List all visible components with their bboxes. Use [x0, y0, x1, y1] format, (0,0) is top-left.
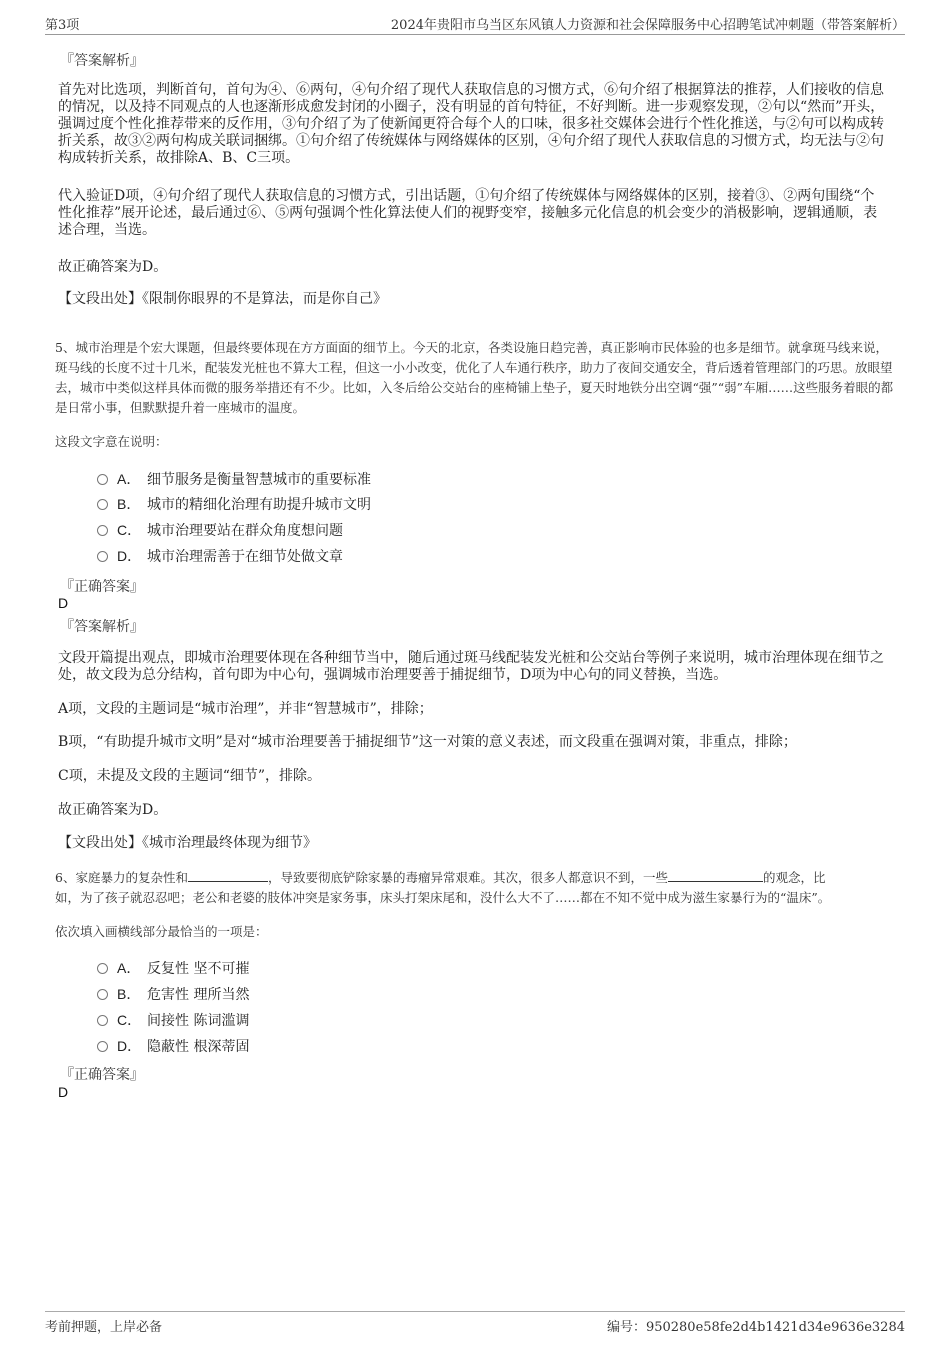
q6-answer: D	[58, 1084, 69, 1100]
q5-option-d[interactable]: D． 城市治理需善于在细节处做文章	[97, 546, 343, 568]
q6-stem: 6、家庭暴力的复杂性和 ，导致要彻底铲除家暴的毒瘤异常艰难。其次，很多人都意识不到，一些 的观念，比 如，为了孩子就忍忍吧；老公和老婆的肢体冲突是家务事，床头打架床尾和，没什么大不了……都在不知不觉中成为滋生家暴行为的“温床”。	[55, 870, 831, 905]
radio-icon[interactable]	[97, 525, 108, 536]
document-title: 2024年贵阳市乌当区东风镇人力资源和社会保障服务中心招聘笔试冲刺题（带答案解析）	[390, 18, 905, 33]
q4-analysis-label: 『答案解析』	[60, 53, 144, 69]
page-header	[45, 14, 905, 35]
fill-blank-2	[668, 869, 763, 882]
q5-source: 【文段出处】《城市治理最终体现为细节》	[58, 835, 317, 851]
radio-icon[interactable]	[97, 1041, 108, 1052]
radio-icon[interactable]	[97, 989, 108, 1000]
q6-option-a[interactable]: A． 反复性 坚不可摧	[97, 958, 249, 980]
radio-icon[interactable]	[97, 474, 108, 485]
q4-analysis-para-1: 首先对比选项，判断首句，首句为④、⑥两句，④句介绍了现代人获取信息的习惯方式，⑥句介绍了根据算法的推荐，人们接收的信息的情况，以及持不同观点的人也逐渐形成愈发封闭的小圈子，没有明显的首句特征，不好判断。进一步观察发现，②句以“然而”开头，强调过度个性化推荐带来的反作用，③句介绍了为了使新闻更符合每个人的口味，很多社交媒体会进行个性化推送，与②句可以构成转折关系，故③②两句构成关联词捆绑。①句介绍了传统媒体与网络媒体的区别，④句介绍了现代人获取信息的习惯方式，均无法与②句构成转折关系，故排除A、B、C三项。	[58, 82, 885, 166]
q6-prompt: 依次填入画横线部分最恰当的一项是：	[55, 924, 268, 939]
q6-option-d[interactable]: D． 隐蔽性 根深蒂固	[97, 1036, 249, 1058]
q4-source: 【文段出处】《限制你眼界的不是算法，而是你自己》	[58, 291, 387, 307]
q4-analysis-para-2: 代入验证D项，④句介绍了现代人获取信息的习惯方式，引出话题，①句介绍了传统媒体与网络媒体的区别，接着③、②两句围绕“个性化推荐”展开论述，最后通过⑥、⑤两句强调个性化算法使人们的视野变窄，接触多元化信息的机会变少的消极影响，逻辑通顺，表述合理，当选。	[58, 188, 878, 238]
page-footer	[45, 1311, 905, 1338]
q5-analysis-option-c: C项，未提及文段的主题词“细节”，排除。	[58, 768, 322, 784]
fill-blank-1	[188, 869, 268, 882]
q5-option-a[interactable]: A． 细节服务是衡量智慧城市的重要标准	[97, 469, 371, 491]
footer-id: 编号：950280e58fe2d4b1421d34e9636e3284	[606, 1320, 905, 1335]
q6-option-b[interactable]: B． 危害性 理所当然	[97, 984, 249, 1006]
footer-slogan: 考前押题，上岸必备	[45, 1320, 163, 1335]
radio-icon[interactable]	[97, 499, 108, 510]
q5-option-b[interactable]: B． 城市的精细化治理有助提升城市文明	[97, 494, 371, 516]
q5-analysis-option-b: B项，“有助提升城市文明”是对“城市治理要善于捕捉细节”这一对策的意义表述，而文段重在强调对策，非重点，排除；	[58, 734, 797, 750]
radio-icon[interactable]	[97, 963, 108, 974]
q5-analysis-label: 『答案解析』	[60, 619, 144, 635]
q5-analysis-option-a: A项，文段的主题词是“城市治理”，并非“智慧城市”，排除；	[58, 701, 433, 717]
q6-answer-label: 『正确答案』	[60, 1067, 144, 1083]
radio-icon[interactable]	[97, 551, 108, 562]
q5-answer-label: 『正确答案』	[60, 579, 144, 595]
q6-option-c[interactable]: C． 间接性 陈词滥调	[97, 1010, 249, 1032]
q5-conclusion: 故正确答案为D。	[58, 802, 168, 818]
q5-stem: 5、城市治理是个宏大课题，但最终要体现在方方面面的细节上。今天的北京，各类设施日趋完善，真正影响市民体验的也多是细节。就拿斑马线来说，斑马线的长度不过十几米，配装发光桩也不算大工程，但这一小小改变，优化了人车通行秩序，助力了夜间交通安全，背后透着管理部门的巧思。放眼望去，城市中类似这样具体而微的服务举措还有不少。比如，入冬后给公交站台的座椅铺上垫子，夏天时地铁分出空调“强”“弱”车厢……这些服务着眼的都是日常小事，但默默提升着一座城市的温度。	[55, 340, 894, 415]
radio-icon[interactable]	[97, 1015, 108, 1026]
q5-answer: D	[58, 595, 69, 611]
q5-prompt: 这段文字意在说明：	[55, 434, 168, 449]
q4-conclusion: 故正确答案为D。	[58, 259, 168, 275]
q5-analysis-para-1: 文段开篇提出观点，即城市治理要体现在各种细节当中，随后通过斑马线配装发光桩和公交站台等例子来说明，城市治理体现在细节之处，故文段为总分结构，首句即为中心句，强调城市治理要善于捕捉细节，D项为中心句的同义替换，当选。	[58, 650, 884, 683]
page-number: 第3项	[45, 18, 80, 33]
q5-option-c[interactable]: C． 城市治理要站在群众角度想问题	[97, 520, 343, 542]
